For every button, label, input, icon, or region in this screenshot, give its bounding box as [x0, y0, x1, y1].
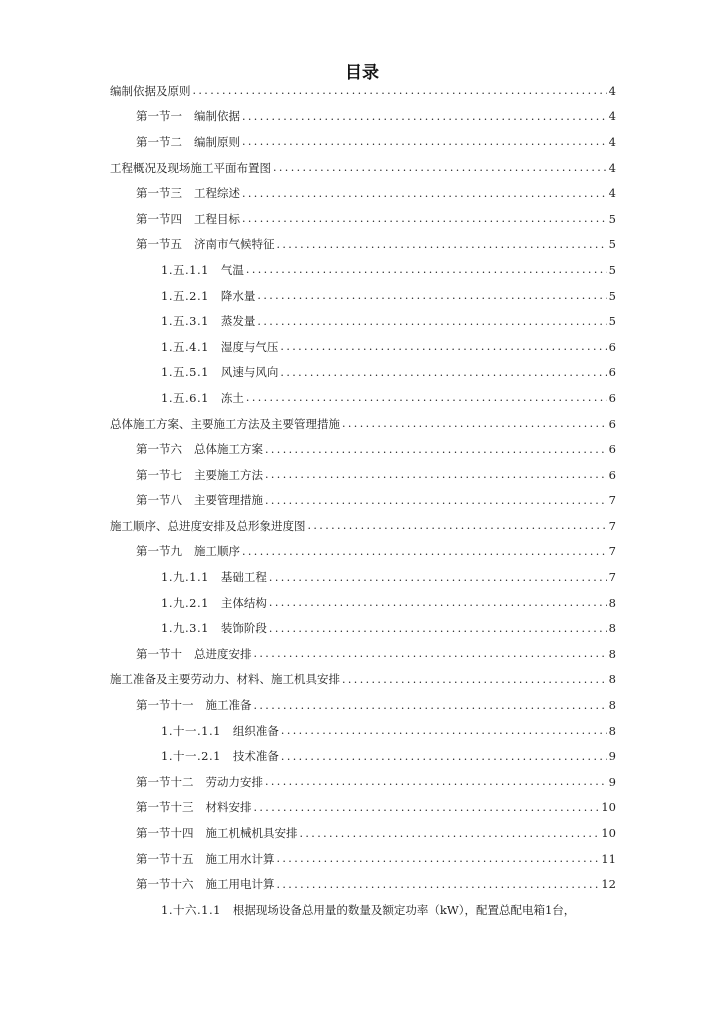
toc-entry-page: 6	[608, 467, 616, 482]
toc-entry-title: 施工用水计算	[205, 851, 275, 866]
toc-entry-number: 第一节十四	[136, 826, 194, 841]
toc-entry[interactable]	[110, 206, 616, 232]
dot-leader	[265, 775, 607, 788]
toc-entry-page: 7	[608, 544, 616, 559]
toc-entry-page: 4	[608, 109, 616, 124]
toc-entry-number: 第一节十五	[136, 851, 194, 866]
toc-entry[interactable]	[110, 718, 616, 744]
toc-entry[interactable]	[110, 539, 616, 565]
toc-entry[interactable]	[110, 462, 616, 488]
toc-entry-title: 编制原则	[194, 134, 240, 149]
toc-entry[interactable]	[110, 795, 616, 821]
toc-entry-page: 8	[608, 672, 616, 687]
toc-entry[interactable]	[110, 692, 616, 718]
toc-entry-title: 主要施工方法	[194, 467, 263, 482]
toc-entry-title: 济南市气候特征	[194, 237, 275, 252]
dot-leader	[281, 724, 607, 737]
toc-entry-number: 1.十一.2.1	[161, 749, 221, 764]
toc-entry[interactable]	[110, 78, 616, 104]
toc-entry-number: 第一节四	[136, 211, 182, 226]
toc-entry-page: 12	[601, 877, 616, 892]
dot-leader	[277, 878, 600, 891]
dot-leader	[242, 110, 607, 123]
toc-entry-title: 气温	[220, 262, 244, 277]
toc-entry-title: 编制依据及原则	[110, 83, 191, 98]
toc-entry-title: 降水量	[220, 288, 256, 303]
toc-entry[interactable]	[110, 385, 616, 411]
toc-entry-number: 第一节九	[136, 544, 182, 559]
toc-entry-number: 1.五.1.1	[161, 262, 209, 277]
toc-entry-number: 第一节三	[136, 186, 182, 201]
toc-entry[interactable]	[110, 104, 616, 130]
toc-entry-number: 第一节八	[136, 493, 182, 508]
toc-entry-title: 冻土	[220, 390, 244, 405]
toc-entry[interactable]	[110, 129, 616, 155]
dot-leader	[257, 289, 606, 302]
toc-entry-page: 6	[608, 365, 616, 380]
toc-entry-number: 1.五.5.1	[161, 365, 209, 380]
toc-entry[interactable]	[110, 411, 616, 437]
dot-leader	[254, 647, 607, 660]
toc-entry-page: 5	[608, 262, 616, 277]
dot-leader	[242, 135, 607, 148]
toc-entry-number: 第一节十二	[136, 774, 194, 789]
toc-entry[interactable]	[110, 667, 616, 693]
toc-entry-number: 1.五.2.1	[161, 288, 209, 303]
table-of-contents	[110, 78, 616, 923]
dot-leader	[242, 187, 607, 200]
toc-entry-title: 工程目标	[194, 211, 240, 226]
dot-leader	[277, 852, 600, 865]
toc-entry-page: 9	[608, 749, 616, 764]
dot-leader	[246, 391, 607, 404]
dot-leader	[242, 545, 607, 558]
toc-entry-title: 总体施工方案、主要施工方法及主要管理措施	[110, 416, 340, 431]
dot-leader	[265, 494, 607, 507]
toc-entry-page: 8	[608, 595, 616, 610]
toc-entry-title: 风速与风向	[220, 365, 279, 380]
toc-entry-title: 工程综述	[194, 186, 240, 201]
toc-entry-title: 施工顺序	[194, 544, 240, 559]
toc-entry-page: 5	[608, 237, 616, 252]
toc-entry[interactable]	[110, 615, 616, 641]
dot-leader	[300, 827, 600, 840]
dot-leader	[265, 468, 607, 481]
toc-entry-page: 10	[601, 800, 616, 815]
toc-entry[interactable]	[110, 308, 616, 334]
dot-leader	[242, 212, 607, 225]
toc-entry[interactable]	[110, 334, 616, 360]
toc-entry[interactable]	[110, 897, 616, 923]
toc-entry[interactable]	[110, 232, 616, 258]
toc-entry-title: 工程概况及现场施工平面布置图	[110, 160, 271, 175]
toc-entry-title: 施工准备	[205, 698, 252, 713]
toc-entry-page: 6	[608, 390, 616, 405]
toc-entry-title: 施工用电计算	[205, 877, 275, 892]
dot-leader	[273, 161, 607, 174]
toc-entry-page: 6	[608, 442, 616, 457]
dot-leader	[269, 622, 607, 635]
dot-leader	[254, 699, 607, 712]
toc-entry[interactable]	[110, 257, 616, 283]
toc-entry-title: 总进度安排	[194, 646, 252, 661]
toc-entry-title: 施工准备及主要劳动力、材料、施工机具安排	[110, 672, 340, 687]
toc-entry-page: 9	[608, 774, 616, 789]
toc-entry-page: 7	[608, 570, 616, 585]
toc-entry-number: 1.十六.1.1	[161, 902, 221, 917]
toc-entry-number: 1.九.3.1	[161, 621, 209, 636]
dot-leader	[246, 263, 607, 276]
toc-entry-page: 4	[608, 83, 616, 98]
toc-entry-number: 第一节五	[136, 237, 182, 252]
toc-entry-page: 8	[608, 723, 616, 738]
toc-entry-title: 总体施工方案	[194, 442, 263, 457]
toc-entry-number: 第一节六	[136, 442, 182, 457]
toc-entry-page: 5	[608, 211, 616, 226]
toc-entry-number: 1.十一.1.1	[161, 723, 221, 738]
toc-entry-number: 1.五.3.1	[161, 314, 209, 329]
dot-leader	[265, 443, 607, 456]
toc-entry[interactable]	[110, 743, 616, 769]
toc-entry-title: 基础工程	[220, 570, 267, 585]
toc-entry-page: 8	[608, 621, 616, 636]
dot-leader	[342, 673, 607, 686]
toc-entry-page: 4	[608, 186, 616, 201]
toc-entry-title: 施工顺序、总进度安排及总形象进度图	[110, 518, 306, 533]
toc-entry[interactable]	[110, 436, 616, 462]
toc-entry-title: 劳动力安排	[205, 774, 263, 789]
toc-entry[interactable]	[110, 360, 616, 386]
toc-entry-page: 4	[608, 134, 616, 149]
dot-leader	[269, 596, 607, 609]
toc-entry[interactable]	[110, 769, 616, 795]
toc-entry-number: 第一节二	[136, 134, 182, 149]
toc-entry-page: 4	[608, 160, 616, 175]
toc-entry[interactable]	[110, 283, 616, 309]
dot-leader	[280, 366, 606, 379]
toc-entry-page: 7	[608, 493, 616, 508]
toc-entry-number: 第一节十三	[136, 800, 194, 815]
toc-entry-number: 1.九.1.1	[161, 570, 209, 585]
toc-entry[interactable]	[110, 871, 616, 897]
toc-entry[interactable]	[110, 513, 616, 539]
toc-entry-page: 8	[608, 646, 616, 661]
toc-entry[interactable]	[110, 590, 616, 616]
toc-entry-title: 蒸发量	[220, 314, 256, 329]
toc-entry-page: 8	[608, 698, 616, 713]
dot-leader	[308, 519, 607, 532]
dot-leader	[281, 750, 607, 763]
toc-entry-number: 1.九.2.1	[161, 595, 209, 610]
toc-entry-title: 施工机械机具安排	[205, 826, 298, 841]
toc-entry-page: 7	[608, 518, 616, 533]
toc-entry-title: 主要管理措施	[194, 493, 263, 508]
toc-entry[interactable]	[110, 846, 616, 872]
dot-leader	[257, 315, 606, 328]
dot-leader	[193, 84, 607, 97]
toc-entry-number: 第一节十六	[136, 877, 194, 892]
toc-entry-title: 装饰阶段	[220, 621, 267, 636]
toc-entry-page: 6	[608, 339, 616, 354]
dot-leader	[254, 801, 600, 814]
toc-entry-number: 第一节七	[136, 467, 182, 482]
toc-entry-number: 1.五.4.1	[161, 339, 209, 354]
page-title: 目录	[345, 63, 379, 83]
toc-entry-page: 11	[601, 851, 616, 866]
toc-entry-title: 编制依据	[194, 109, 240, 124]
dot-leader	[269, 571, 607, 584]
toc-entry-title: 根据现场设备总用量的数量及额定功率（kW），配置总配电箱1台，	[232, 902, 576, 917]
toc-entry[interactable]	[110, 155, 616, 181]
toc-entry-title: 湿度与气压	[220, 339, 279, 354]
toc-entry-number: 第一节十	[136, 646, 182, 661]
toc-entry-page: 5	[608, 288, 616, 303]
toc-entry-title: 组织准备	[232, 723, 279, 738]
toc-entry-title: 主体结构	[220, 595, 267, 610]
dot-leader	[277, 238, 607, 251]
toc-entry[interactable]	[110, 820, 616, 846]
dot-leader	[280, 340, 606, 353]
toc-entry-number: 1.五.6.1	[161, 390, 209, 405]
toc-entry[interactable]	[110, 641, 616, 667]
toc-entry-title: 技术准备	[232, 749, 279, 764]
toc-entry[interactable]	[110, 564, 616, 590]
toc-entry-page: 5	[608, 314, 616, 329]
toc-entry-number: 第一节十一	[136, 698, 194, 713]
dot-leader	[342, 417, 607, 430]
toc-entry-page: 6	[608, 416, 616, 431]
toc-entry-number: 第一节一	[136, 109, 182, 124]
toc-entry[interactable]	[110, 488, 616, 514]
toc-entry-title: 材料安排	[205, 800, 252, 815]
toc-entry-page: 10	[601, 826, 616, 841]
toc-entry[interactable]	[110, 180, 616, 206]
